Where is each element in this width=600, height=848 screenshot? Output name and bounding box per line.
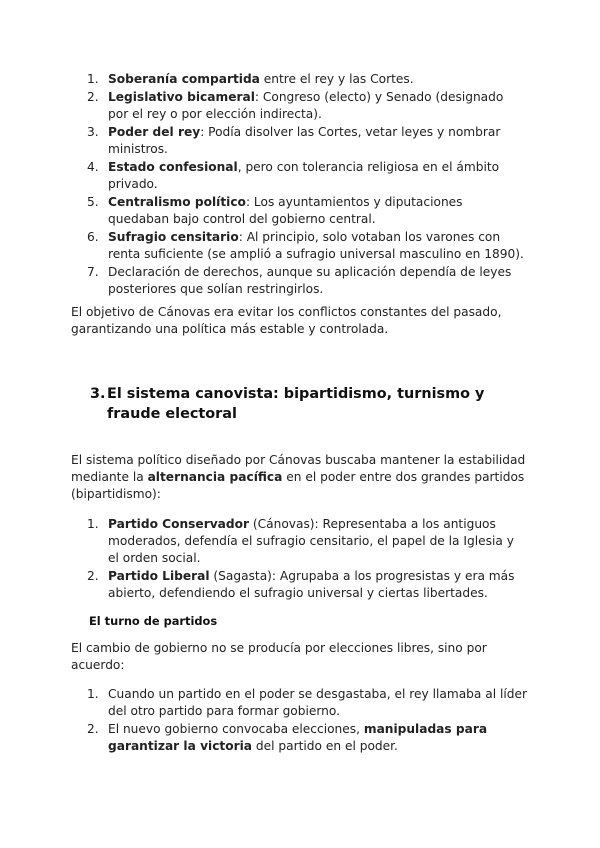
item-bold: Sufragio censitario bbox=[108, 230, 239, 244]
subheading: El turno de partidos bbox=[89, 614, 218, 628]
list-item: 1. Soberanía compartida entre el rey y las Cortes. bbox=[87, 72, 414, 86]
item-bold: Soberanía compartida bbox=[108, 72, 260, 86]
list-item: 2. El nuevo gobierno convocaba elecciones, manipuladas para garantizar la victoria del partido en el poder. bbox=[87, 722, 488, 753]
list-item: 1. Cuando un partido en el poder se desgastaba, el rey llamaba al líder del otro partido para formar gobierno. bbox=[87, 687, 527, 718]
item-bold: Estado confesional bbox=[108, 160, 238, 174]
constitution-features-list bbox=[87, 71, 527, 299]
item-bold: Centralismo político bbox=[108, 195, 246, 209]
item-bold: Partido Liberal bbox=[108, 569, 210, 583]
parties-list bbox=[87, 516, 527, 603]
list-item: 7. Declaración de derechos, aunque su aplicación dependía de leyes posteriores que solían restringirlos. bbox=[87, 265, 512, 296]
objective-paragraph: El objetivo de Cánovas era evitar los conflictos constantes del pasado, garantizando una política más estable y controlada. bbox=[71, 305, 502, 336]
item-bold: Legislativo bicameral bbox=[108, 90, 255, 104]
turno-list bbox=[87, 686, 527, 756]
turno-paragraph: El cambio de gobierno no se producía por elecciones libres, sino por acuerdo: bbox=[71, 641, 487, 672]
section-heading: 3. El sistema canovista: bipartidismo, turnismo y fraude electoral bbox=[90, 386, 485, 422]
list-item: 1. Partido Conservador (Cánovas): Representaba a los antiguos moderados, defendía el sufragio censitario, el papel de la Iglesia y el orden social. bbox=[87, 517, 514, 565]
list-item: 6. Sufragio censitario: Al principio, solo votaban los varones con renta suficiente (se amplió a sufragio universal masculino en 1890). bbox=[87, 230, 524, 261]
list-item: 5. Centralismo político: Los ayuntamientos y diputaciones quedaban bajo control del gobierno central. bbox=[87, 195, 463, 226]
system-paragraph: El sistema político diseñado por Cánovas buscaba mantener la estabilidad mediante la alternancia pacífica en el poder entre dos grandes partidos (bipartidismo): bbox=[71, 453, 526, 501]
item-bold: Poder del rey bbox=[108, 125, 201, 139]
list-item: 2. Legislativo bicameral: Congreso (electo) y Senado (designado por el rey o por elección indirecta). bbox=[87, 90, 504, 121]
list-item: 3. Poder del rey: Podía disolver las Cortes, vetar leyes y nombrar ministros. bbox=[87, 125, 501, 156]
item-bold: Partido Conservador bbox=[108, 517, 249, 531]
list-item: 4. Estado confesional, pero con tolerancia religiosa en el ámbito privado. bbox=[87, 160, 500, 191]
list-item: 2. Partido Liberal (Sagasta): Agrupaba a los progresistas y era más abierto, defendiendo el sufragio universal y ciertas libertades. bbox=[87, 569, 515, 600]
